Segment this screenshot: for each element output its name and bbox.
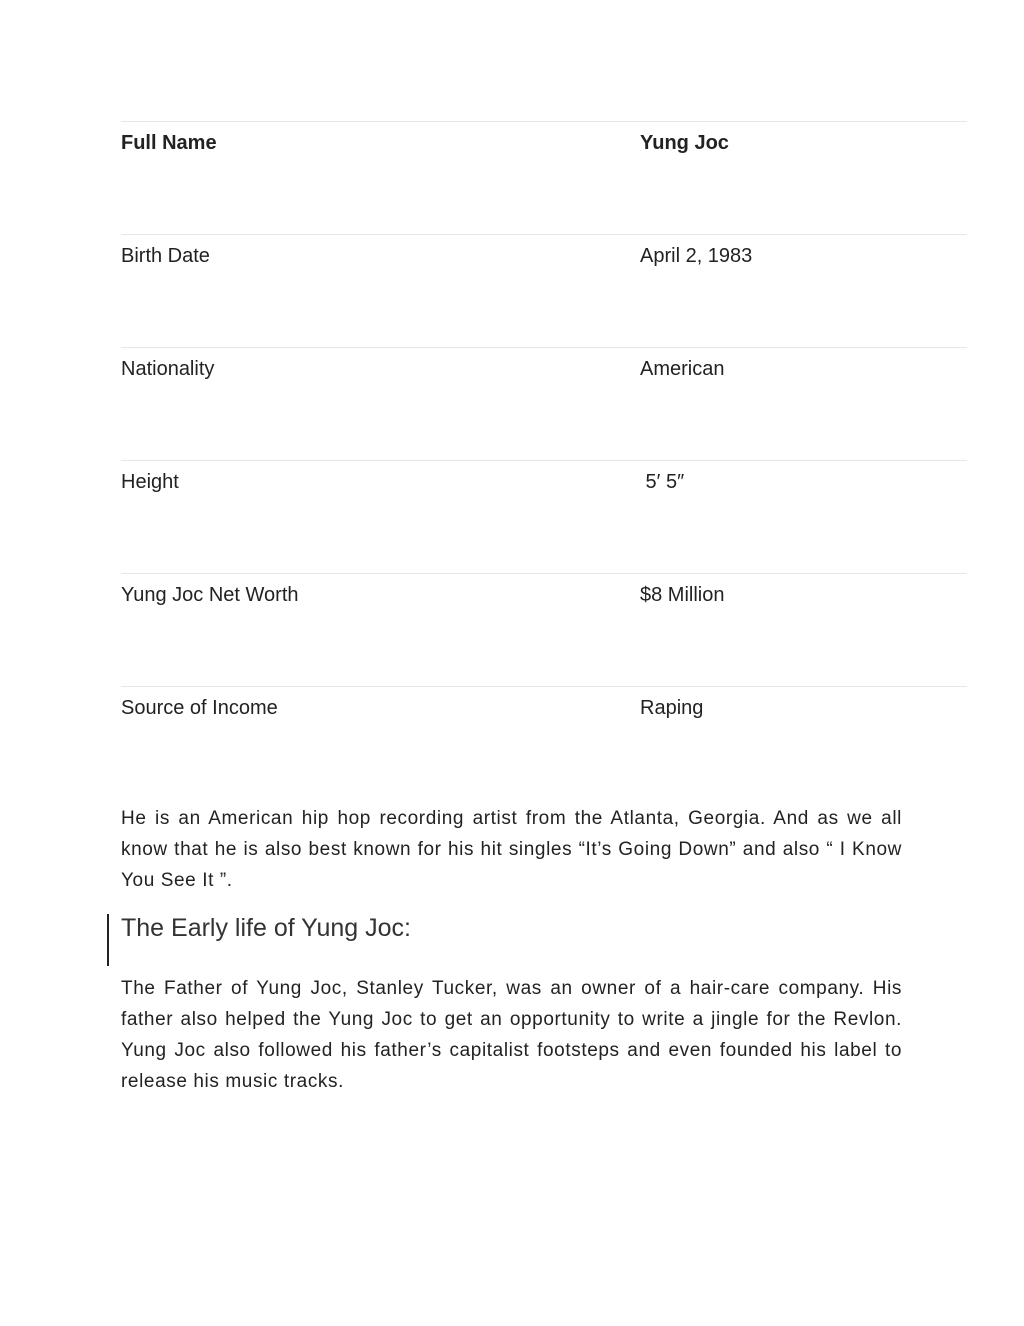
table-row-source-of-income (121, 686, 967, 799)
source-of-income-value: Raping (640, 697, 704, 719)
table-row-full-name (121, 121, 967, 234)
birth-date-label: Birth Date (121, 245, 210, 267)
table-row-height (121, 460, 967, 573)
birth-date-value: April 2, 1983 (640, 245, 753, 267)
full-name-label: Full Name (121, 132, 217, 154)
nationality-label: Nationality (121, 358, 215, 380)
net-worth-label: Yung Joc Net Worth (121, 584, 299, 606)
table-row-birth-date (121, 234, 967, 347)
intro-paragraph: He is an American hip hop recording artist from the Atlanta, Georgia. And as we all know that he is also best known for his hit singles “It’s Going Down” and also “ I Know You See It ”. (121, 808, 902, 891)
info-table (121, 121, 967, 799)
full-name-value: Yung Joc (640, 132, 729, 154)
table-row-nationality (121, 347, 967, 460)
section-heading: The Early life of Yung Joc: (121, 914, 411, 942)
height-value: 5′ 5″ (640, 471, 685, 493)
early-life-paragraph: The Father of Yung Joc, Stanley Tucker, was an owner of a hair-care company. His father also helped the Yung Joc to get an opportunity to write a jingle for the Revlon. Yung Joc also followed his father’s capitalist footsteps and even founded his label to release his music tracks. (121, 978, 902, 1092)
net-worth-value: $8 Million (640, 584, 725, 606)
nationality-value: American (640, 358, 725, 380)
source-of-income-label: Source of Income (121, 697, 278, 719)
height-label: Height (121, 471, 179, 493)
heading-accent-bar (107, 914, 109, 966)
table-row-net-worth (121, 573, 967, 686)
